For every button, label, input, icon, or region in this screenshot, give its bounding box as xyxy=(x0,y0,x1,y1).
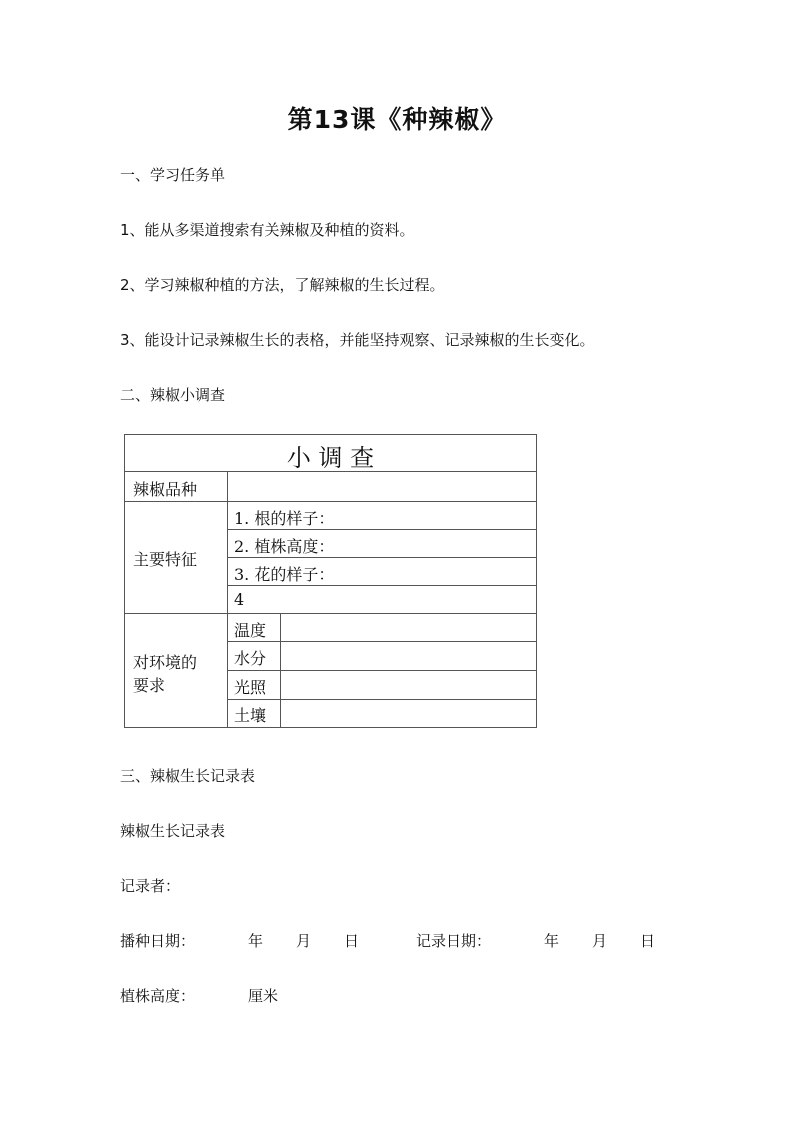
record-date-label: 记录日期： xyxy=(416,932,492,950)
table-divider xyxy=(227,670,536,671)
survey-header: 小 调 查 xyxy=(286,444,375,472)
env-light: 光照 xyxy=(234,678,267,697)
task-item-2: 2、学习辣椒种植的方法，了解辣椒的生长过程。 xyxy=(120,276,445,294)
sow-month: 月 xyxy=(296,932,312,950)
record-day: 日 xyxy=(640,932,656,950)
env-soil: 土壤 xyxy=(234,706,267,725)
task-item-3: 3、能设计记录辣椒生长的表格，并能坚持观察、记录辣椒的生长变化。 xyxy=(120,331,595,349)
variety-label: 辣椒品种 xyxy=(133,480,198,499)
feature-height: 2. 植株高度： xyxy=(234,537,335,556)
section-heading-record: 三、辣椒生长记录表 xyxy=(120,767,256,785)
section-heading-survey: 二、辣椒小调查 xyxy=(120,386,226,404)
env-label-line2: 要求 xyxy=(133,676,166,695)
env-temperature: 温度 xyxy=(234,621,267,640)
table-divider xyxy=(125,613,536,614)
table-divider xyxy=(125,471,536,472)
task-item-1: 1、能从多渠道搜索有关辣椒及种植的资料。 xyxy=(120,221,415,239)
feature-flower: 3. 花的样子： xyxy=(234,565,335,584)
table-divider xyxy=(125,501,536,502)
record-year: 年 xyxy=(544,932,560,950)
sow-year: 年 xyxy=(248,932,264,950)
record-month: 月 xyxy=(592,932,608,950)
env-label-line1: 对环境的 xyxy=(133,653,198,672)
table-divider xyxy=(227,557,536,558)
table-divider xyxy=(227,585,536,586)
table-divider xyxy=(227,529,536,530)
table-divider xyxy=(227,471,228,727)
section-heading-task-list: 一、学习任务单 xyxy=(120,166,226,184)
recorder-label: 记录者： xyxy=(120,877,181,895)
feature-4: 4 xyxy=(234,590,245,609)
plant-height-label: 植株高度： xyxy=(120,987,196,1005)
env-moisture: 水分 xyxy=(234,649,267,668)
sow-date-label: 播种日期： xyxy=(120,932,196,950)
survey-table xyxy=(124,434,537,728)
feature-root: 1. 根的样子： xyxy=(234,509,335,528)
table-divider xyxy=(227,699,536,700)
height-unit: 厘米 xyxy=(248,987,279,1005)
features-label: 主要特征 xyxy=(133,550,198,569)
table-divider xyxy=(227,641,536,642)
record-table-title: 辣椒生长记录表 xyxy=(120,822,226,840)
page-title: 第13课《种辣椒》 xyxy=(287,105,507,134)
sow-day: 日 xyxy=(344,932,360,950)
